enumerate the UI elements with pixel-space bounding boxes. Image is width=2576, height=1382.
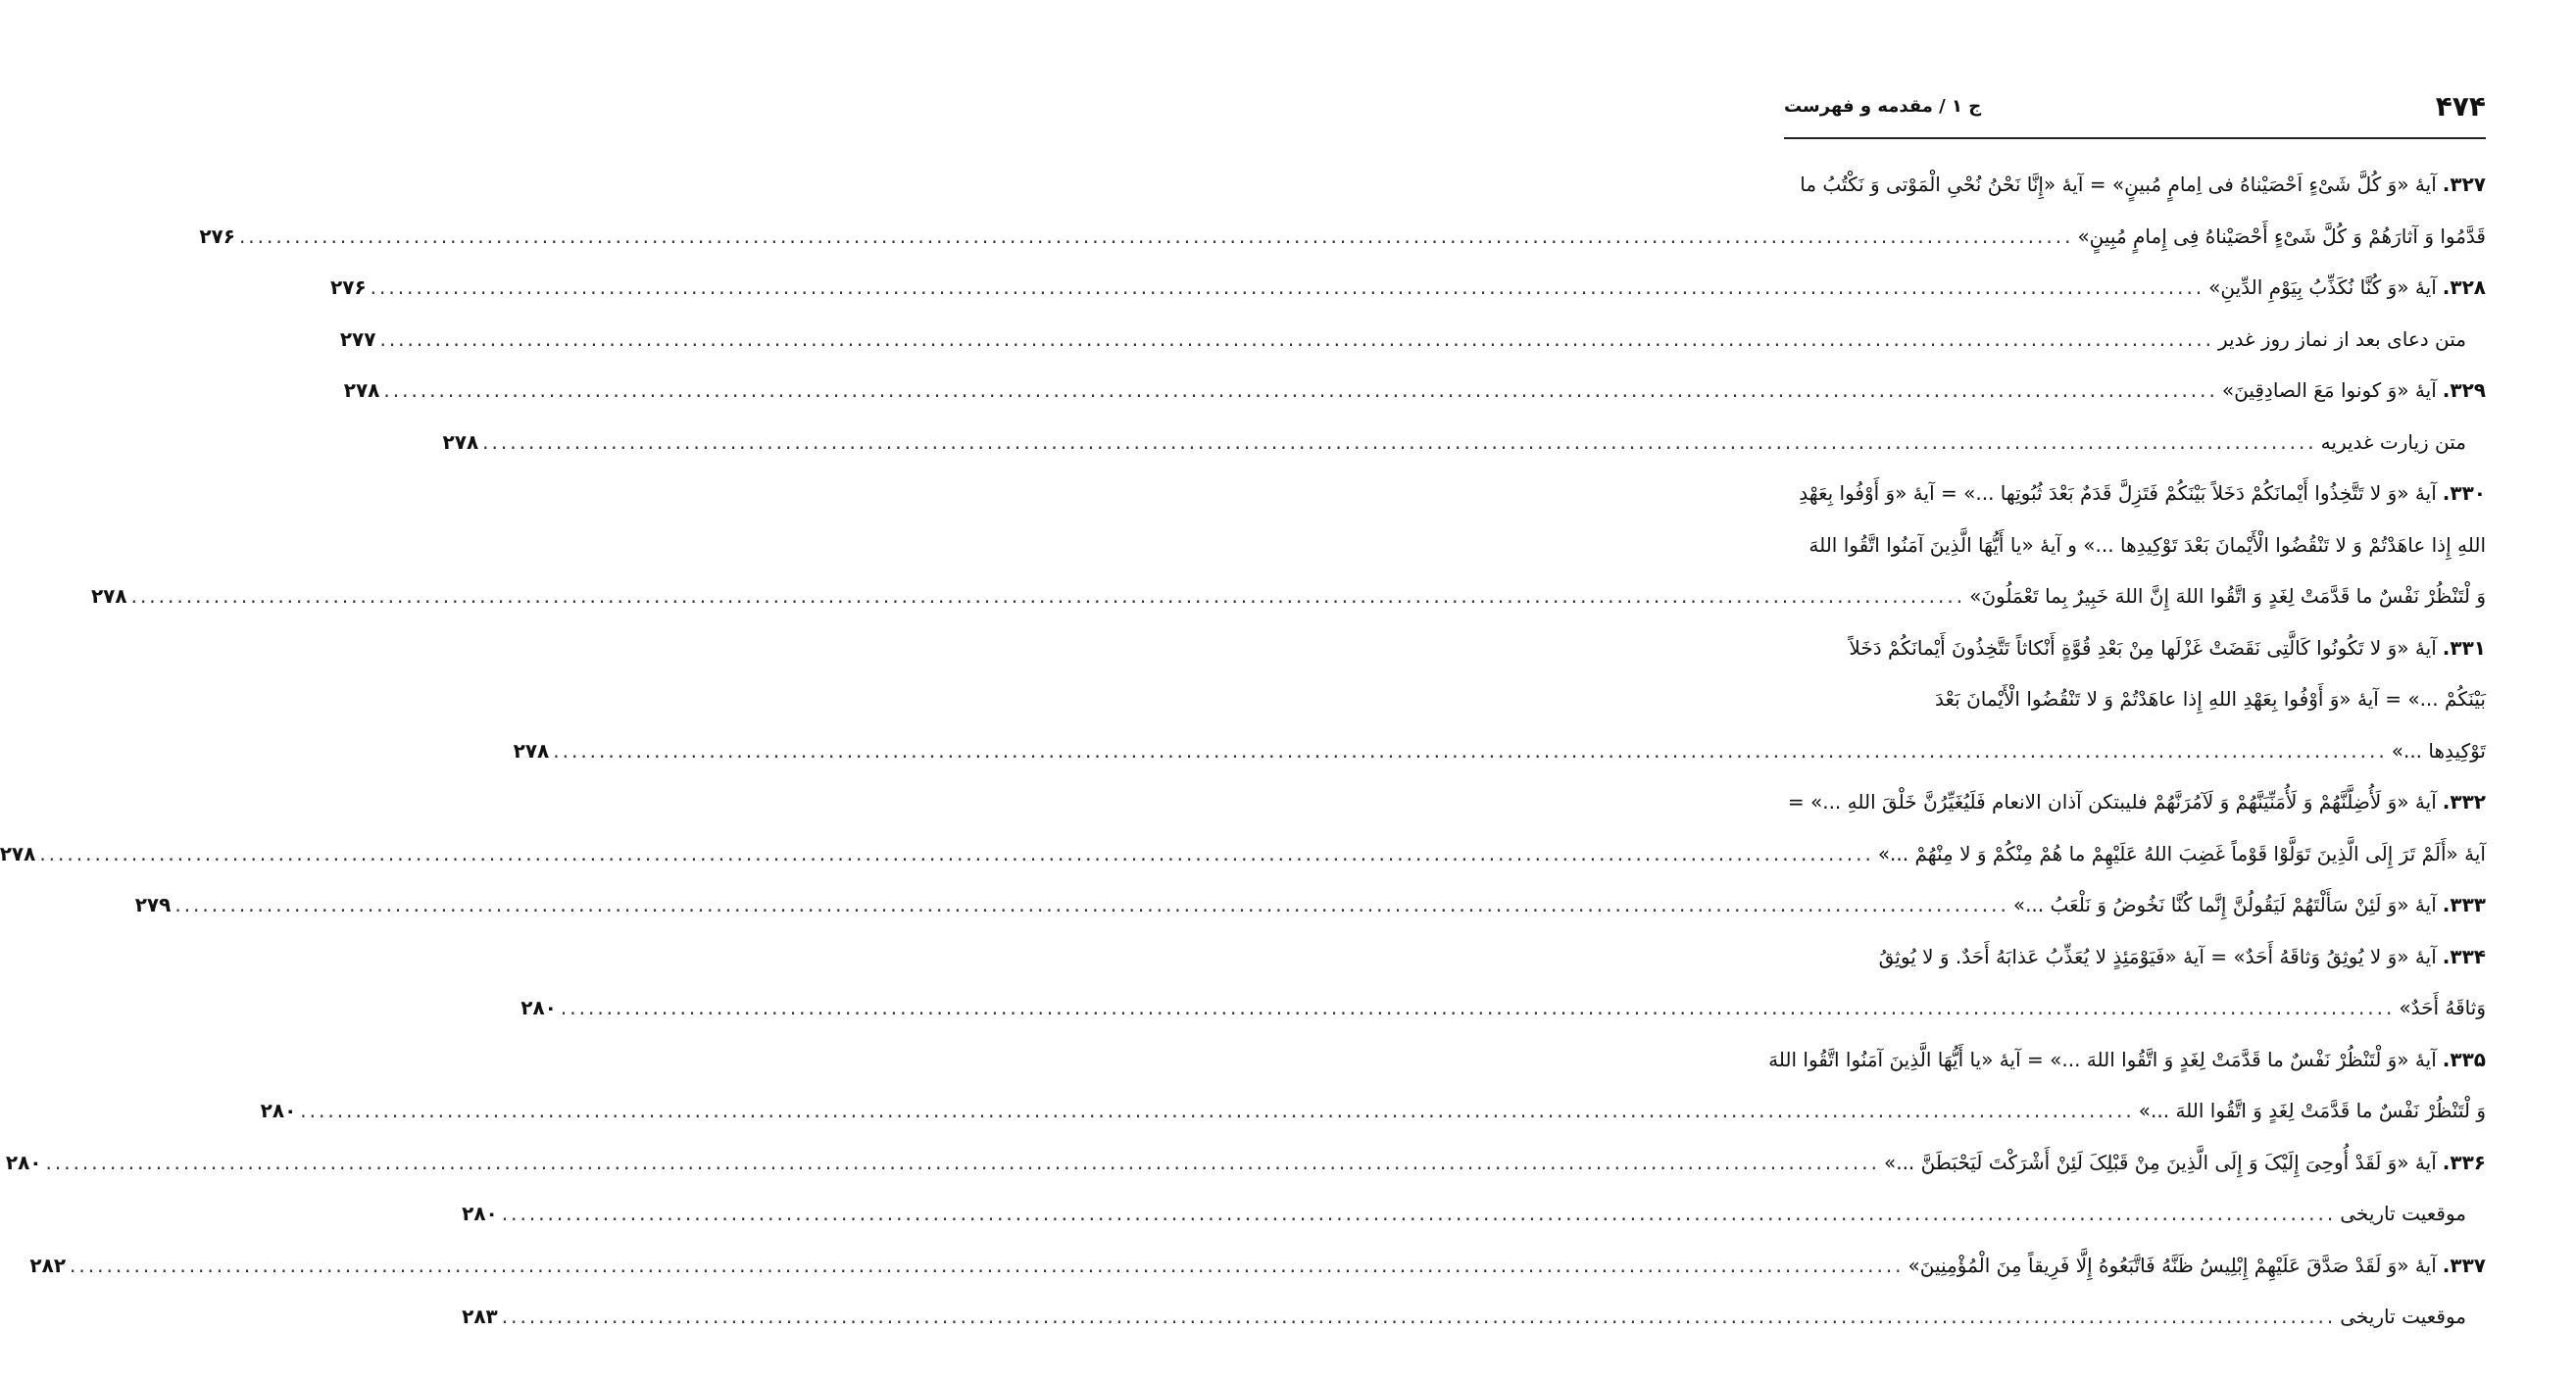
dot-leader: ........................................................................................................................................................................................................ (238, 223, 2074, 248)
toc-entry-text: آیهٔ «أَلَمْ تَرَ إِلَی الَّذِینَ تَوَلَّوْا قَوْماً غَضِبَ اللهُ عَلَیْهِمْ ما هُمْ مِنْکُمْ وَ لا مِنْهُمْ ...» (1877, 841, 2486, 865)
toc-entry-line-last (260, 1085, 2486, 1137)
toc-entry-line (1784, 622, 2486, 674)
toc-entry-text: وَثاقَهُ أَحَدٌ» (2399, 996, 2486, 1019)
dot-leader: ........................................................................................................................................................................................................ (560, 996, 2396, 1019)
toc-entry-line-last (513, 725, 2486, 777)
page-number: ۴۷۴ (2435, 90, 2486, 123)
dot-leader: ........................................................................................................................................................................................................ (501, 1305, 2337, 1328)
toc-entry-line-last (330, 262, 2486, 314)
toc-entry-text: موقعیت تاریخی (2340, 1202, 2466, 1225)
dot-leader: ........................................................................................................................................................................................................ (39, 841, 1874, 865)
toc-entry-line-last (199, 211, 2486, 263)
dot-leader: ........................................................................................................................................................................................................ (45, 1150, 1880, 1174)
toc-entry-text: ۳۳۳.آیهٔ «وَ لَئِنْ سَأَلْتَهُمْ لَیَقُولُنَّ إِنَّما کُنَّا نَخُوضُ وَ نَلْعَبُ ...» (2012, 893, 2486, 916)
dot-leader: ........................................................................................................................................................................................................ (70, 1253, 1905, 1277)
toc-page-number: ۲۸۳ (462, 1305, 498, 1328)
toc-entry-line (1784, 931, 2486, 983)
toc-entry-line-last (29, 1240, 2486, 1292)
toc-entry-number: ۳۳۷. (2442, 1253, 2486, 1277)
toc-entry-text: ۳۳۷.آیهٔ «وَ لَقَدْ صَدَّقَ عَلَیْهِمْ إِبْلِیسُ ظَنَّهُ فَاتَّبَعُوهُ إِلَّا فَرِیقاً مِنَ الْمُؤْمِنِینَ» (1907, 1253, 2486, 1277)
dot-leader: ........................................................................................................................................................................................................ (300, 1099, 2135, 1122)
dot-leader: ........................................................................................................................................................................................................ (130, 584, 1966, 608)
toc-entry-text: تَوْکِیدِها ...» (2391, 738, 2486, 763)
toc-page-number: ۲۷۹ (134, 893, 172, 916)
toc-entry-line (1784, 673, 2486, 725)
toc-entry-number: ۳۳۲. (2442, 790, 2486, 814)
dot-leader: ........................................................................................................................................................................................................ (482, 429, 2317, 454)
toc-entry-text: متن زیارت غدیریه (2320, 429, 2466, 454)
toc-entry-number: ۳۲۷. (2442, 173, 2486, 196)
toc-entry-text: ۳۳۱.آیهٔ «وَ لا تَکُونُوا کَالَّتِی نَقَضَتْ غَزْلَها مِنْ بَعْدِ قُوَّةٍ أَنْکاثاً تَتَّخِذُونَ أَیْمانَکُمْ دَخَلاً (1849, 635, 2486, 660)
running-head: ج ۱ / مقدمه و فهرست (1784, 96, 1982, 117)
toc-entry-line (1784, 519, 2486, 571)
toc-entry-number: ۳۳۳. (2442, 893, 2486, 916)
toc-entry-line-last (462, 1291, 2486, 1343)
toc-page-number: ۲۸۰ (462, 1202, 498, 1225)
toc-entry-text: قَدَّمُوا وَ آثارَهُمْ وَ کُلَّ شَیْءٍ أَحْصَیْناهُ فِی إِمامٍ مُبِینٍ» (2077, 223, 2486, 248)
dot-leader: ........................................................................................................................................................................................................ (383, 378, 2218, 402)
dot-leader: ........................................................................................................................................................................................................ (174, 893, 2009, 916)
toc-page-number: ۲۸۲ (29, 1253, 67, 1277)
toc-entry-line (1768, 1034, 2486, 1086)
toc-entry-line (1784, 159, 2486, 211)
toc-entry-number: ۳۲۹. (2442, 378, 2486, 402)
toc-page-number: ۲۷۸ (343, 378, 380, 402)
toc-entry-line-last (462, 1188, 2486, 1240)
toc-entry-text: وَ لْتَنْظُرْ نَفْسٌ ما قَدَّمَتْ لِغَدٍ وَ اتَّقُوا اللهَ إِنَّ اللهَ خَبِیرٌ بِما تَعْمَلُونَ» (1969, 584, 2486, 608)
toc-entry-line (1784, 776, 2486, 828)
toc-entry-number: ۳۳۱. (2442, 635, 2486, 660)
toc-entry-line (1784, 468, 2486, 519)
toc-list (0, 159, 2486, 1343)
toc-page-number: ۲۸۰ (260, 1099, 297, 1122)
toc-entry-text: بَیْنَکُمْ ...» = آیهٔ «وَ أَوْفُوا بِعَهْدِ اللهِ إِذا عاهَدْتُمْ وَ لا تَنْقُضُوا الْأَیْمانَ بَعْدَ (1935, 687, 2486, 711)
toc-page-number: ۲۷۸ (0, 841, 36, 865)
toc-entry-line-last (0, 828, 2486, 880)
toc-entry-text: اللهِ إِذا عاهَدْتُمْ وَ لا تَنْقُضُوا الْأَیْمانَ بَعْدَ تَوْکِیدِها ...» و آیهٔ «یا أَیُّهَا الَّذِینَ آمَنُوا اتَّقُوا اللهَ (1808, 532, 2486, 557)
toc-entry-line-last (343, 365, 2486, 417)
toc-page-number: ۲۷۶ (199, 223, 235, 248)
dot-leader: ........................................................................................................................................................................................................ (370, 275, 2205, 299)
toc-entry-line-last (5, 1137, 2486, 1189)
toc-page-number: ۲۷۸ (90, 584, 127, 608)
toc-entry-text: موقعیت تاریخی (2340, 1305, 2466, 1328)
toc-entry-number: ۳۳۴. (2442, 944, 2486, 968)
toc-page-number: ۲۷۸ (513, 738, 550, 763)
toc-entry-text: ۳۳۶.آیهٔ «وَ لَقَدْ أُوحِیَ إِلَیْکَ وَ إِلَی الَّذِینَ مِنْ قَبْلِکَ لَئِنْ أَشْرَکْتَ لَیَحْبَطَنَّ ...» (1883, 1150, 2486, 1174)
header-rule (1784, 137, 2486, 139)
toc-page-number: ۲۷۸ (442, 429, 479, 454)
toc-entry-text: ۳۳۰.آیهٔ «وَ لا تَتَّخِذُوا أَیْمانَکُمْ دَخَلاً بَیْنَکُمْ فَتَزِلَّ قَدَمٌ بَعْدَ ثُبُوتِها ...» = آیهٔ «وَ أَوْفُوا بِعَهْدِ (1799, 481, 2486, 505)
toc-entry-number: ۳۳۰. (2442, 481, 2486, 505)
toc-page-number: ۲۷۶ (330, 275, 367, 299)
dot-leader: ........................................................................................................................................................................................................ (501, 1202, 2337, 1225)
toc-entry-number: ۳۲۸. (2442, 275, 2486, 299)
toc-entry-line-last (90, 570, 2486, 622)
toc-entry-text: ۳۳۵.آیهٔ «وَ لْتَنْظُرْ نَفْسٌ ما قَدَّمَتْ لِغَدٍ وَ اتَّقُوا اللهَ ...» = آیهٔ «یا أَیُّهَا الَّذِینَ آمَنُوا اتَّقُوا اللهَ (1768, 1047, 2486, 1071)
toc-entry-number: ۳۳۶. (2442, 1150, 2486, 1174)
toc-entry-text: ۳۳۴.آیهٔ «وَ لا یُوثِقُ وَثاقَهُ أَحَدٌ» = آیهٔ «فَیَوْمَئِذٍ لا یُعَذِّبُ عَذابَهُ أَحَدٌ. وَ لا یُوثِقُ (1878, 944, 2486, 968)
toc-entry-line-last (520, 982, 2486, 1034)
toc-entry-text: ۳۲۸.آیهٔ «وَ کُنَّا نُکَذِّبُ بِیَوْمِ الدِّینِ» (2208, 275, 2486, 299)
dot-leader: ........................................................................................................................................................................................................ (379, 326, 2214, 351)
toc-page-number: ۲۸۰ (5, 1150, 42, 1174)
toc-entry-text: ۳۲۷.آیهٔ «وَ کُلَّ شَیْءٍ اَحْصَیْناهُ فی اِمامٍ مُبینٍ» = آیهٔ «إِنَّا نَحْنُ نُحْیِ الْمَوْتی وَ نَکْتُبُ ما (1800, 173, 2486, 196)
toc-page-number: ۲۸۰ (520, 996, 557, 1019)
toc-entry-number: ۳۳۵. (2442, 1047, 2486, 1071)
toc-page-number: ۲۷۷ (339, 326, 376, 351)
toc-entry-line-last (134, 879, 2486, 931)
page-header (1784, 90, 2486, 129)
dot-leader: ........................................................................................................................................................................................................ (553, 738, 2388, 763)
toc-entry-text: ۳۲۹.آیهٔ «وَ کونوا مَعَ الصادِقِینَ» (2221, 378, 2486, 402)
toc-entry-text: متن دعای بعد از نماز روز غدیر (2217, 326, 2466, 351)
toc-entry-line-last (339, 314, 2486, 366)
toc-entry-text: وَ لْتَنْظُرْ نَفْسٌ ما قَدَّمَتْ لِغَدٍ وَ اتَّقُوا اللهَ ...» (2138, 1099, 2486, 1122)
toc-entry-line-last (442, 417, 2486, 469)
toc-entry-text: ۳۳۲.آیهٔ «وَ لَأُضِلَّنَّهُمْ وَ لَأُمَنِّیَنَّهُمْ وَ لَآمُرَنَّهُمْ فلیبتکن آذان الانعام فَلَیُغَیِّرُنَّ خَلْقَ اللهِ ...» = (1787, 790, 2486, 814)
